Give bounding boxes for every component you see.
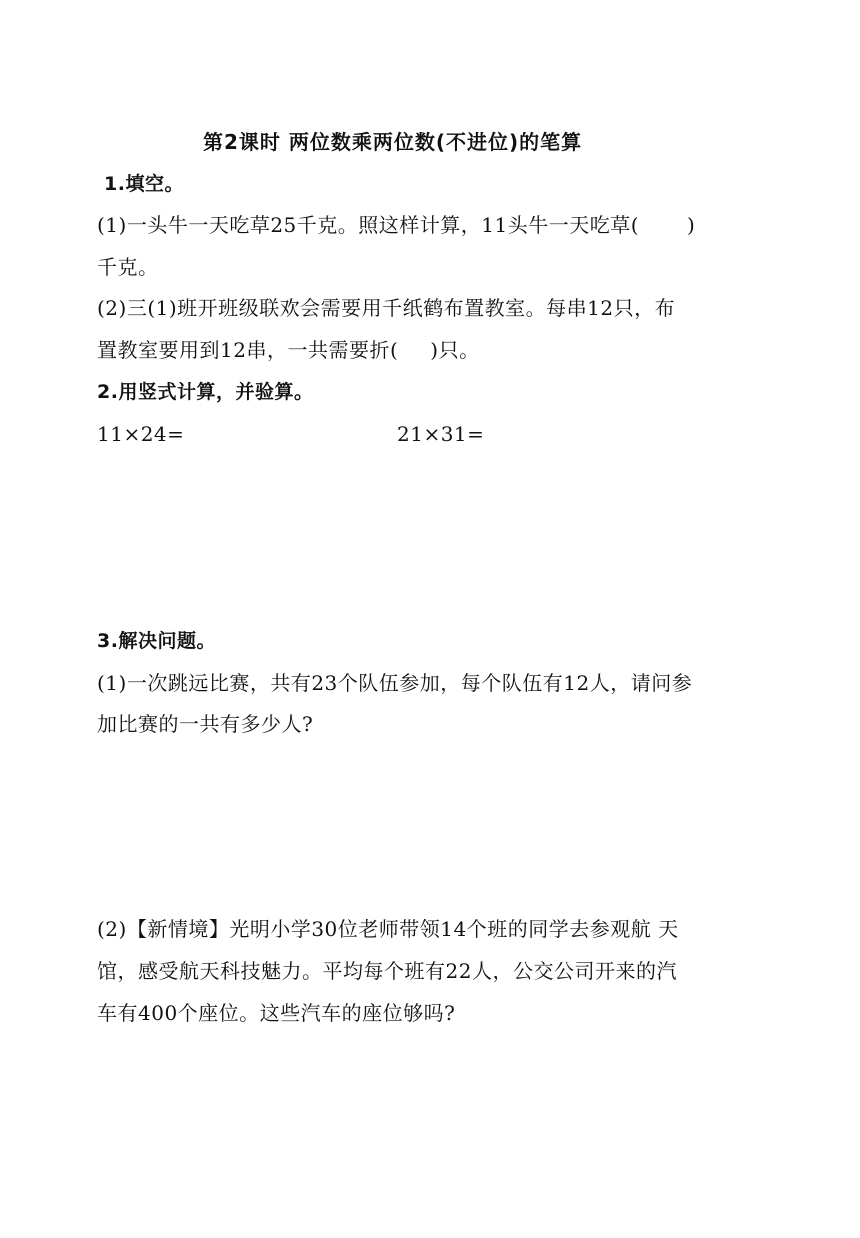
section-1-heading: 1.填空。 (104, 173, 184, 195)
question-1-2-line-2 (97, 336, 480, 364)
question-1-1-text: (1)一头牛一天吃草25千克。照这样计算，11头牛一天吃草( (97, 213, 640, 237)
question-1-1-line-2: 千克。 (97, 255, 159, 279)
question-1-2-text: 置教室要用到12串，一共需要折( (97, 338, 399, 362)
question-1-2-unit: )只。 (430, 338, 480, 362)
question-1-1-line-1 (97, 211, 695, 239)
question-3-1-line-2: 加比赛的一共有多少人? (97, 712, 314, 736)
close-paren: ) (687, 213, 696, 237)
question-3-1-line-1: (1)一次跳远比赛，共有23个队伍参加，每个队伍有12人，请问参 (97, 671, 693, 695)
question-3-2-line-2: 馆，感受航天科技魅力。平均每个班有22人，公交公司开来的汽 (97, 959, 677, 983)
page-title: 第2课时 两位数乘两位数(不进位)的笔算 (203, 130, 583, 154)
expression-2: 21×31= (397, 422, 485, 446)
expression-1: 11×24= (97, 422, 185, 446)
section-3-heading: 3.解决问题。 (97, 630, 216, 652)
question-3-2-line-1: (2)【新情境】光明小学30位老师带领14个班的同学去参观航 天 (97, 917, 679, 941)
question-3-2-line-3: 车有400个座位。这些汽车的座位够吗? (97, 1001, 456, 1025)
question-1-2-line-1: (2)三(1)班开班级联欢会需要用千纸鹤布置教室。每串12只，布 (97, 296, 676, 320)
section-2-heading: 2.用竖式计算，并验算。 (97, 381, 314, 403)
